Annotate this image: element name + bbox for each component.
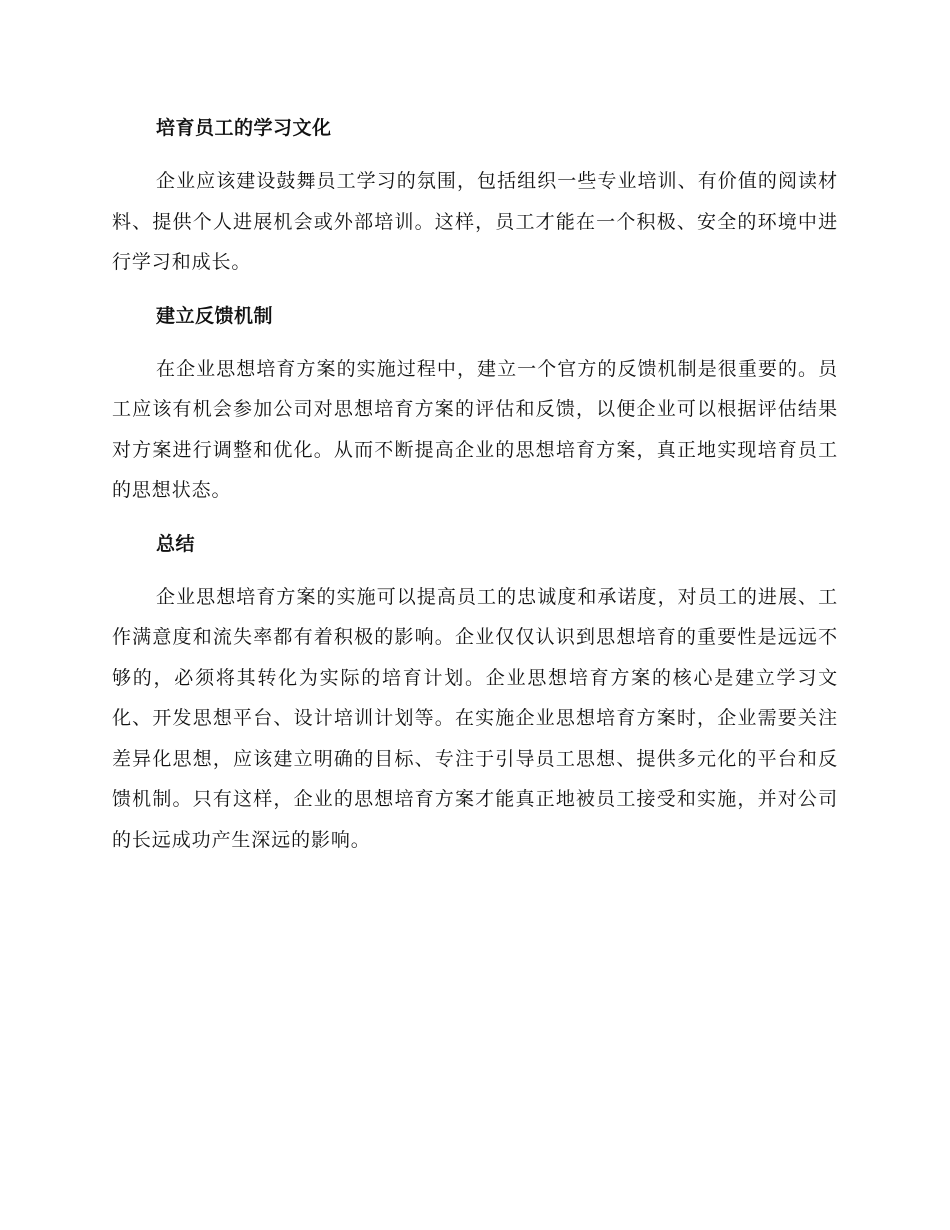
section-heading-feedback-mechanism: 建立反馈机制 xyxy=(156,304,274,327)
section-paragraph-learning-culture: 企业应该建设鼓舞员工学习的氛围，包括组织一些专业培训、有价值的阅读材料、提供个人进展机会或外部培训。这样，员工才能在一个积极、安全的环境中进行学习和成长。 xyxy=(112,170,838,273)
section-paragraph-feedback-mechanism: 在企业思想培育方案的实施过程中，建立一个官方的反馈机制是很重要的。员工应该有机会参加公司对思想培育方案的评估和反馈，以便企业可以根据评估结果对方案进行调整和优化。从而不断提高企业的思想培育方案，真正地实现培育员工的思想状态。 xyxy=(112,357,838,501)
section-heading-learning-culture: 培育员工的学习文化 xyxy=(156,117,332,139)
section-paragraph-summary: 企业思想培育方案的实施可以提高员工的忠诚度和承诺度，对员工的进展、工作满意度和流失率都有着积极的影响。企业仅仅认识到思想培育的重要性是远远不够的，必须将其转化为实际的培育计划。企业思想培育方案的核心是建立学习文化、开发思想平台、设计培训计划等。在实施企业思想培育方案时，企业需要关注差异化思想，应该建立明确的目标、专注于引导员工思想、提供多元化的平台和反馈机制。只有这样，企业的思想培育方案才能真正地被员工接受和实施，并对公司的长远成功产生深远的影响。 xyxy=(112,585,838,851)
section-heading-summary: 总结 xyxy=(156,532,196,555)
